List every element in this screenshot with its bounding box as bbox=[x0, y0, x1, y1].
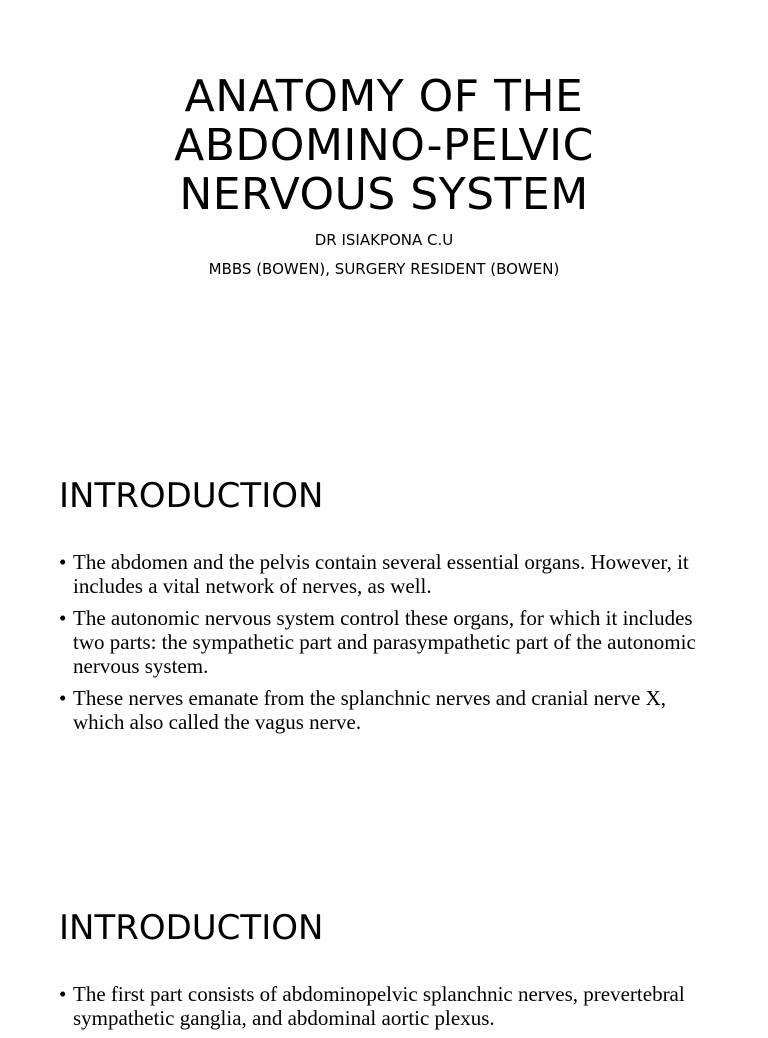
author-credentials: MBBS (BOWEN), SURGERY RESIDENT (BOWEN) bbox=[208, 260, 560, 278]
slide-heading: INTRODUCTION bbox=[59, 476, 324, 516]
slide-heading: INTRODUCTION bbox=[59, 908, 324, 948]
bullet-item bbox=[59, 550, 719, 598]
bullet-icon: • bbox=[59, 686, 67, 710]
title-line: ABDOMINO-PELVIC bbox=[174, 120, 594, 171]
bullet-list bbox=[59, 982, 719, 1038]
bullet-item bbox=[59, 606, 719, 678]
bullet-text: These nerves emanate from the splanchnic nerves and cranial nerve X, which also called the vagus nerve. bbox=[73, 686, 666, 734]
bullet-icon: • bbox=[59, 606, 67, 630]
bullet-text: The first part consists of abdominopelvic splanchnic nerves, prevertebral sympathetic ganglia, and abdominal aortic plexus. bbox=[73, 982, 685, 1030]
bullet-list bbox=[59, 550, 719, 742]
title-line: ANATOMY OF THE bbox=[184, 71, 584, 122]
introduction-slide bbox=[0, 432, 768, 862]
introduction-slide-continued bbox=[0, 864, 768, 1030]
title-line: NERVOUS SYSTEM bbox=[179, 169, 589, 220]
author-name: DR ISIAKPONA C.U bbox=[314, 231, 454, 249]
bullet-icon: • bbox=[59, 982, 67, 1006]
title-slide bbox=[0, 0, 768, 420]
bullet-icon: • bbox=[59, 550, 67, 574]
presentation-title bbox=[0, 72, 768, 219]
bullet-text: The autonomic nervous system control these organs, for which it includes two parts: the sympathetic part and parasympathetic part of the autonomic nervous system. bbox=[73, 606, 696, 678]
bullet-item bbox=[59, 686, 719, 734]
bullet-item bbox=[59, 982, 719, 1030]
bullet-text: The abdomen and the pelvis contain several essential organs. However, it includes a vital network of nerves, as well. bbox=[73, 550, 689, 598]
